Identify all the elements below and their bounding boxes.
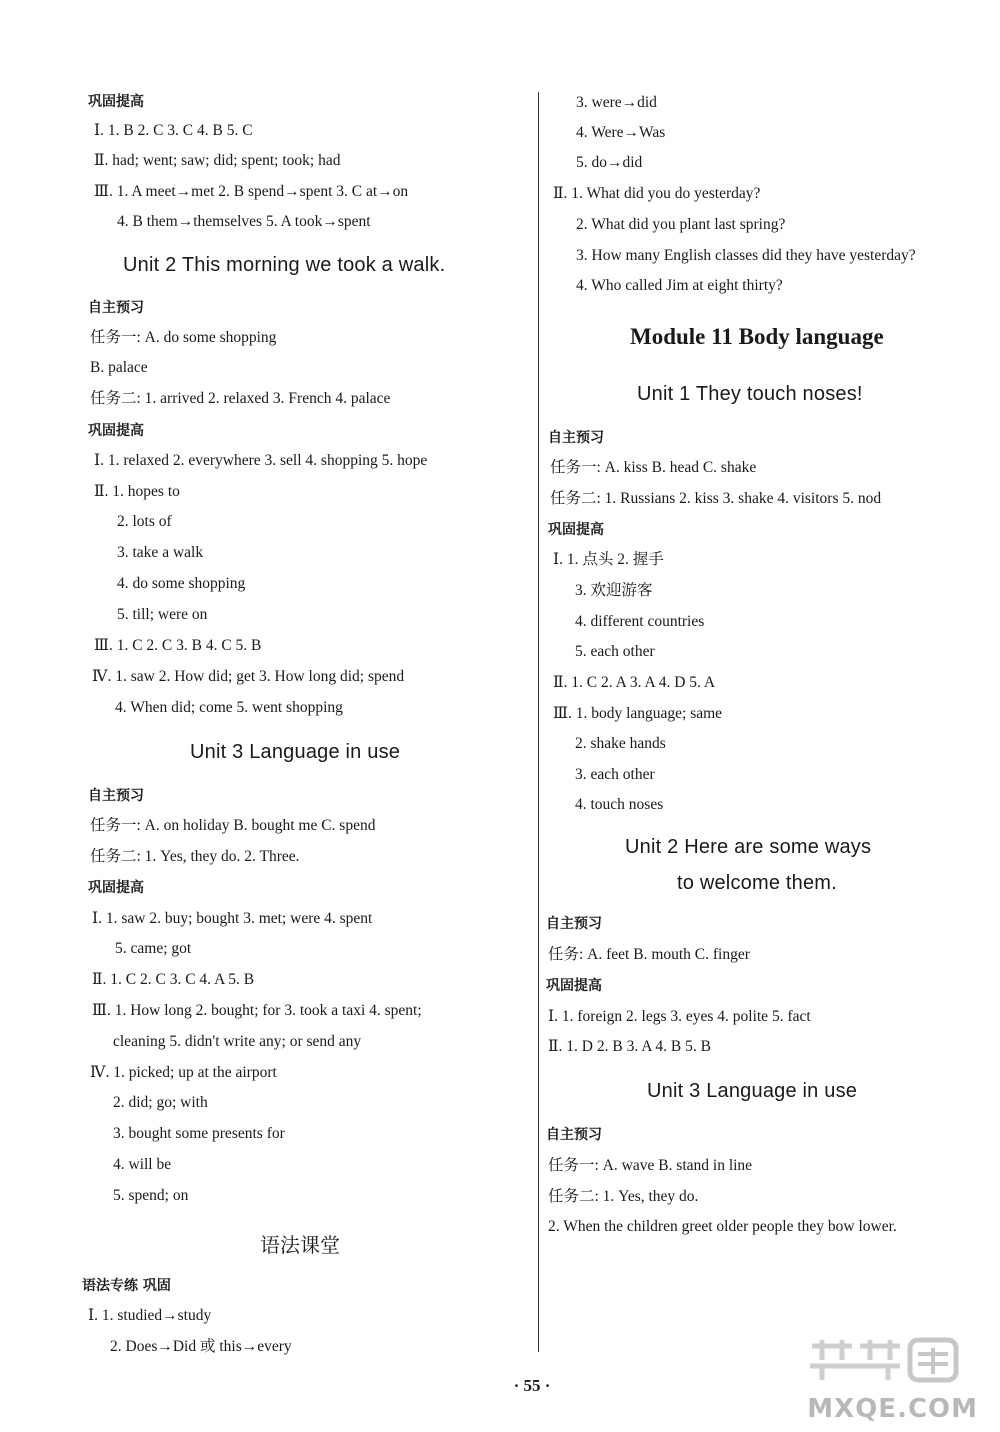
answer-line: 3. bought some presents for (113, 1125, 285, 1142)
answer-line: 4. will be (113, 1156, 172, 1173)
answer-line: B. palace (90, 359, 148, 376)
unit-heading: Unit 1 They touch noses! (637, 383, 863, 405)
answer-line: Ⅱ. 1. What did you do yesterday? (553, 185, 761, 202)
answer-line: Ⅱ. 1. C 2. A 3. A 4. D 5. A (553, 674, 716, 691)
section-heading-consolidate: 巩固提高 (548, 522, 604, 538)
section-heading-consolidate: 巩固提高 (88, 94, 144, 110)
section-heading-preview: 自主预习 (548, 430, 604, 446)
answer-line: 任务一: A. kiss B. head C. shake (550, 459, 757, 476)
answer-line: 2. did; go; with (113, 1094, 208, 1111)
answer-line: Ⅱ. 1. C 2. C 3. C 4. A 5. B (92, 971, 255, 988)
answer-line: Ⅲ. 1. C 2. C 3. B 4. C 5. B (94, 637, 262, 654)
unit-heading: Unit 3 Language in use (647, 1080, 858, 1102)
answer-line: 2. What did you plant last spring? (576, 216, 786, 233)
column-divider (538, 92, 539, 1352)
answer-line: 任务二: 1. Russians 2. kiss 3. shake 4. visitors 5. nod (550, 490, 882, 507)
answer-line: 任务二: 1. Yes, they do. (548, 1188, 699, 1205)
answer-line: Ⅳ. 1. picked; up at the airport (90, 1064, 277, 1081)
section-heading-consolidate: 巩固提高 (88, 423, 144, 439)
section-heading-consolidate: 巩固提高 (88, 880, 144, 896)
answer-line: Ⅲ. 1. A meet→met 2. B spend→spent 3. C at→on (94, 183, 409, 200)
answer-line: 2. When the children greet older people they bow lower. (548, 1218, 897, 1235)
section-heading-grammar-practice: 语法专练 巩固 (82, 1278, 171, 1294)
answer-line: 任务二: 1. Yes, they do. 2. Three. (90, 848, 300, 865)
answer-line: Ⅲ. 1. body language; same (553, 705, 723, 722)
answer-line: Ⅱ. had; went; saw; did; spent; took; had (94, 152, 341, 169)
answer-line: 5. each other (575, 643, 655, 660)
answer-line: 任务一: A. wave B. stand in line (548, 1157, 753, 1174)
answer-line: 4. touch noses (575, 796, 664, 813)
answer-line: Ⅰ. 1. studied→study (88, 1307, 212, 1324)
grammar-class-heading: 语法课堂 (260, 1233, 340, 1257)
answer-line: 4. Who called Jim at eight thirty? (576, 277, 783, 294)
answer-line: 任务一: A. on holiday B. bought me C. spend (90, 817, 376, 834)
page-number: · 55 · (513, 1376, 551, 1395)
answer-line: Ⅱ. 1. hopes to (94, 483, 180, 500)
answer-line: Ⅰ. 1. saw 2. buy; bought 3. met; were 4. spent (92, 910, 373, 927)
answer-line: 4. B them→themselves 5. A took→spent (117, 213, 371, 230)
answer-line: Ⅰ. 1. B 2. C 3. C 4. B 5. C (94, 122, 253, 139)
answer-line: Ⅲ. 1. How long 2. bought; for 3. took a taxi 4. spent; (92, 1002, 422, 1019)
unit-heading: Unit 2 This morning we took a walk. (123, 254, 446, 276)
answer-line: 3. take a walk (117, 544, 204, 561)
answer-line: 4. different countries (575, 613, 705, 630)
answer-line: Ⅰ. 1. 点头 2. 握手 (553, 551, 664, 568)
answer-line: 2. shake hands (575, 735, 666, 752)
answer-line: 任务: A. feet B. mouth C. finger (548, 946, 750, 963)
section-heading-preview: 自主预习 (88, 300, 144, 316)
unit-heading: Unit 2 Here are some ways (625, 836, 872, 858)
watermark-text: MXQE.COM (807, 1394, 978, 1424)
module-heading: Module 11 Body language (630, 324, 884, 349)
answer-line: 任务一: A. do some shopping (90, 329, 277, 346)
answer-line: 3. were→did (576, 94, 657, 111)
answer-line: Ⅰ. 1. relaxed 2. everywhere 3. sell 4. shopping 5. hope (94, 452, 428, 469)
answer-line: Ⅰ. 1. foreign 2. legs 3. eyes 4. polite 5. fact (548, 1008, 811, 1025)
answer-line: 4. Were→Was (576, 124, 666, 141)
section-heading-preview: 自主预习 (546, 916, 602, 932)
unit-heading-continued: to welcome them. (677, 872, 837, 894)
answer-line: Ⅳ. 1. saw 2. How did; get 3. How long did; spend (92, 668, 405, 685)
answer-line: 5. till; were on (117, 606, 208, 623)
answer-line: cleaning 5. didn't write any; or send any (113, 1033, 362, 1050)
unit-heading: Unit 3 Language in use (190, 741, 401, 763)
section-heading-preview: 自主预习 (546, 1127, 602, 1143)
section-heading-consolidate: 巩固提高 (546, 978, 602, 994)
section-heading-preview: 自主预习 (88, 788, 144, 804)
answer-line: 2. lots of (117, 513, 172, 530)
answer-line: 5. do→did (576, 154, 643, 171)
answer-line: Ⅱ. 1. D 2. B 3. A 4. B 5. B (548, 1038, 711, 1055)
answer-line: 3. How many English classes did they have yesterday? (576, 247, 916, 264)
answer-line: 3. each other (575, 766, 655, 783)
answer-line: 4. do some shopping (117, 575, 246, 592)
answer-line: 5. came; got (115, 940, 192, 957)
answer-line: 任务二: 1. arrived 2. relaxed 3. French 4. palace (90, 390, 391, 407)
answer-line: 5. spend; on (113, 1187, 189, 1204)
answer-line: 3. 欢迎游客 (575, 582, 653, 599)
answer-line: 2. Does→Did 或 this→every (110, 1338, 292, 1355)
answer-line: 4. When did; come 5. went shopping (115, 699, 343, 716)
